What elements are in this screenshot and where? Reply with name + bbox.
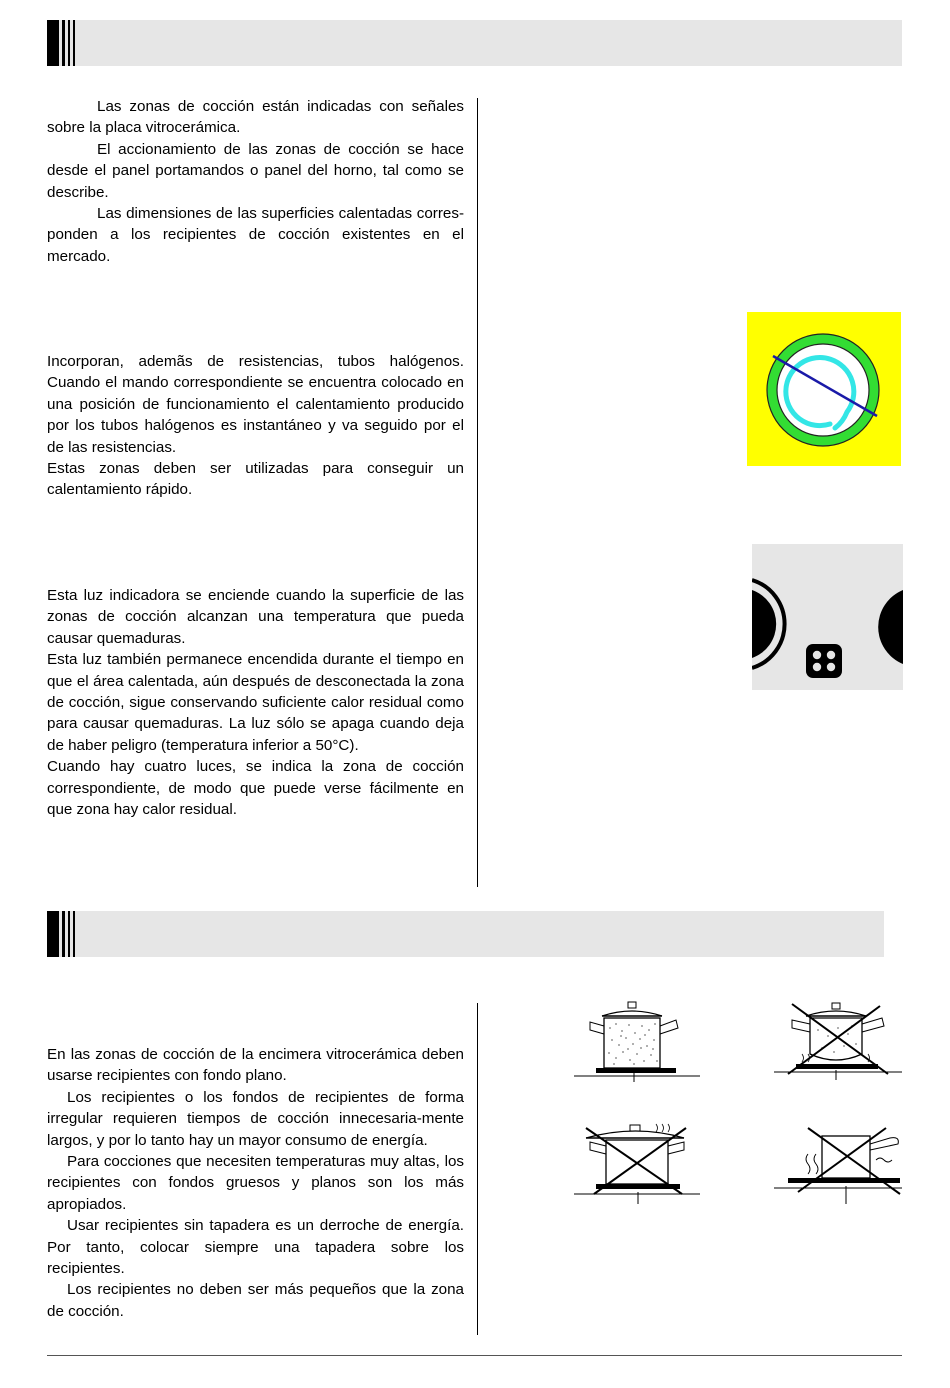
paragraph: Estas zonas deben ser utilizadas para conseguir un calentamiento rápido. — [47, 460, 464, 499]
paragraph: Para cocciones que necesiten temperaturas muy altas, los recipientes con fondos gruesos y planos son los más apropiados. — [47, 1153, 464, 1213]
paragraph: Los recipientes o los fondos de recipientes de forma irregular requieren tiempos de cocción innecesaria-mente largos, y por lo tanto hay un mayor consumo de energía. — [47, 1088, 464, 1149]
wrong-pot-icon — [572, 1122, 704, 1204]
footer-rule — [47, 1355, 902, 1356]
wrong-pot-icon — [772, 1124, 904, 1206]
paragraph: En las zonas de cocción de la encimera vitrocerámica deben usarse recipientes con fondo plano. — [47, 1046, 464, 1085]
section-header-bar-2 — [47, 911, 884, 957]
paragraph: Cuando hay cuatro luces, se indica la zona de cocción correspondiente, de modo que puede verse fácilmente en que zona hay calor residual. — [47, 758, 464, 819]
paragraph: Los recipientes no deben ser más pequeños que la zona de cocción. — [47, 1281, 464, 1320]
wrong-pot-icon — [772, 1000, 904, 1080]
cookware-text-block — [47, 1044, 464, 1322]
paragraph: Las dimensiones de las superficies calentadas corres-ponden a los recipientes de cocción existentes en el mercado. — [47, 205, 464, 265]
halogen-zone-icon — [747, 312, 901, 466]
intro-text-block — [47, 96, 464, 267]
paragraph: Incorporan, ademãs de resistencias, tubos halógenos. Cuando el mando correspondiente se encuentra colocado en una posición de funcionamiento el calentamiento producido por los tubos halógenos es instantáneo y va seguido por el de las resistencias. — [47, 353, 464, 456]
indicator-text-block — [47, 585, 464, 820]
residual-heat-panel — [752, 544, 903, 690]
paragraph: Las zonas de cocción están indicadas con señales sobre la placa vitrocerámica. — [47, 98, 464, 137]
residual-heat-indicator-icon — [806, 644, 842, 678]
paragraph: Usar recipientes sin tapadera es un derroche de energía. Por tanto, colocar siempre una tapadera sobre los recipientes. — [47, 1217, 464, 1278]
barcode-marker-icon — [47, 911, 79, 957]
paragraph: El accionamiento de las zonas de cocción se hace desde el panel portamandos o panel del horno, tal como se describe. — [47, 140, 464, 201]
halogen-text-block — [47, 351, 464, 501]
paragraph: Esta luz también permanece encendida durante el tiempo en que el área calentada, aún después de desconectada la zona de cocción, sigue conservando suficiente calor residual como para causar quemaduras. La luz sólo se apaga cuando deja de haber peligro (temperatura inferior a 50°C). — [47, 651, 464, 754]
column-divider — [477, 98, 478, 887]
paragraph: Esta luz indicadora se enciende cuando la superficie de las zonas de cocción alcanzan una temperatura que pueda causar quemaduras. — [47, 587, 464, 647]
section-header-bar-1 — [47, 20, 902, 66]
column-divider — [477, 1003, 478, 1335]
correct-pot-icon — [572, 998, 702, 1082]
barcode-marker-icon — [47, 20, 79, 66]
